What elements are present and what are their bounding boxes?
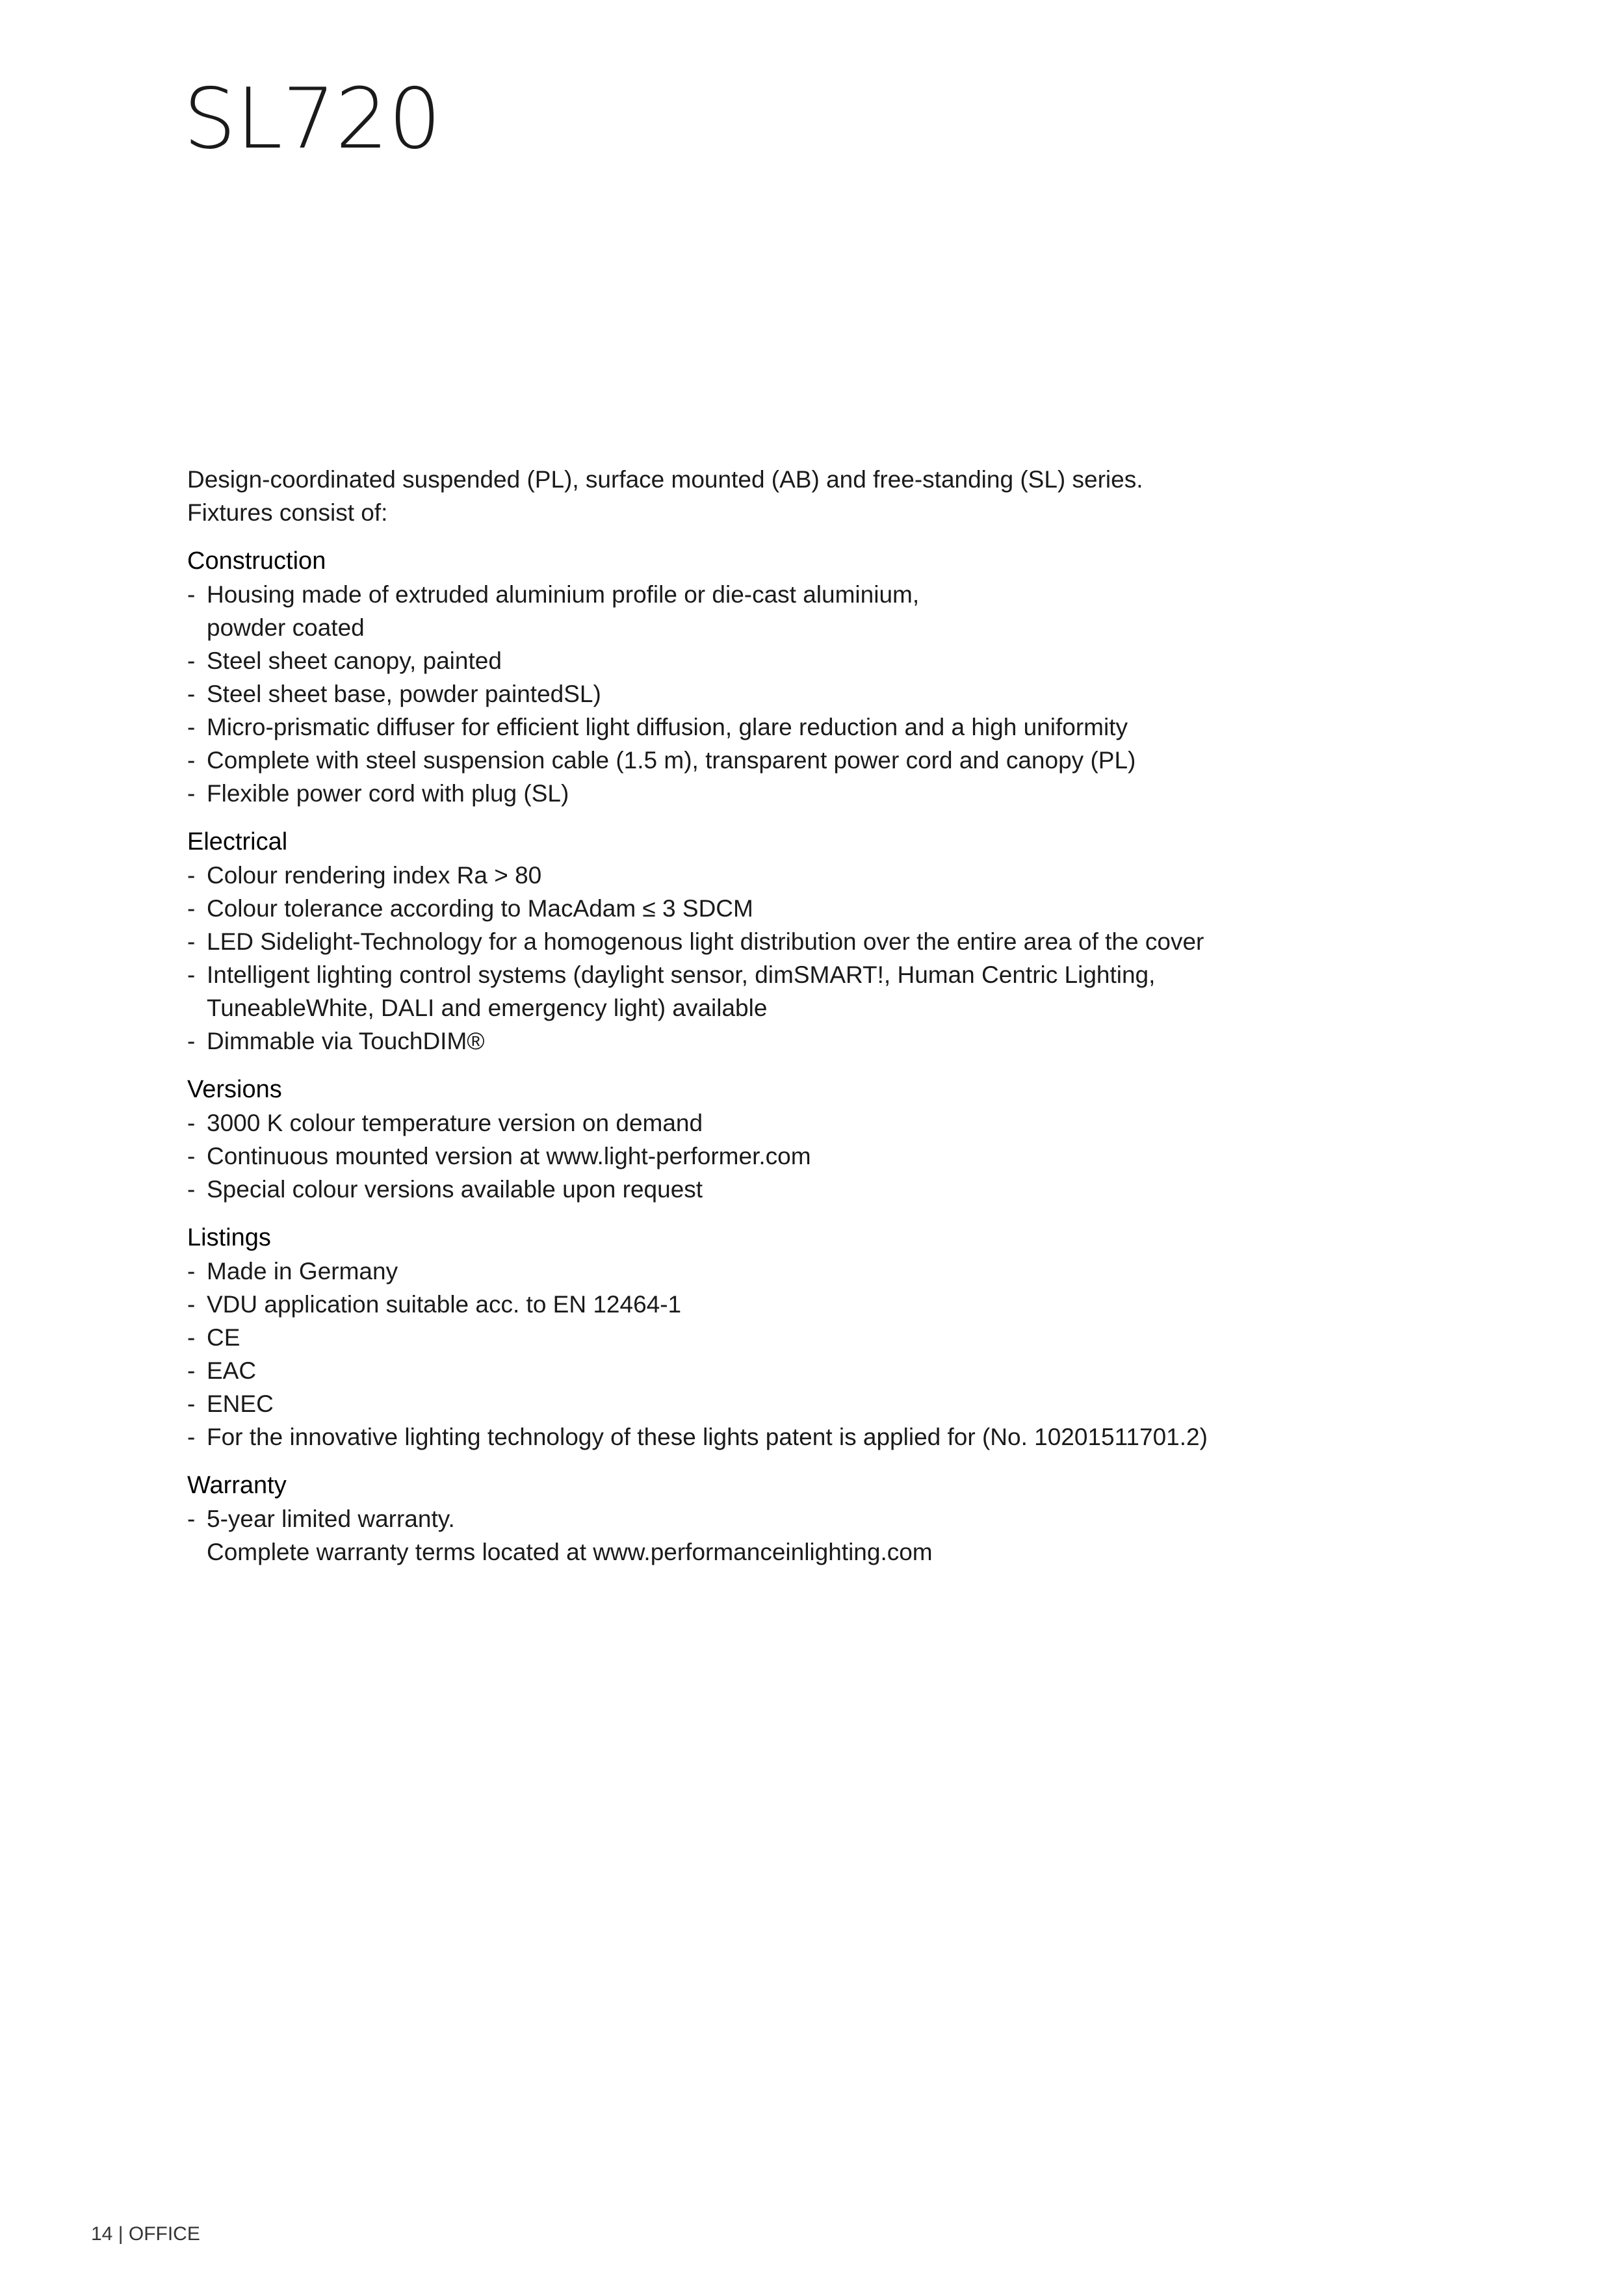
list-item-line: Dimmable via TouchDIM® [207, 1028, 485, 1054]
page-title: SL720 [183, 71, 441, 168]
list-item [187, 925, 1461, 958]
section-warranty [187, 1469, 1461, 1569]
list-item [187, 1502, 1461, 1569]
list-item-line: EAC [207, 1357, 257, 1384]
list-item [187, 711, 1461, 744]
section-heading: Warranty [187, 1472, 287, 1499]
intro [187, 463, 1461, 529]
list-item-text [207, 777, 1461, 810]
list-item-text [207, 578, 1461, 644]
bullet-dash: - [187, 1424, 196, 1450]
list-item-text [207, 1140, 1461, 1173]
list-item-text [207, 1106, 1461, 1140]
section-electrical [187, 826, 1461, 1058]
list-item-line: CE [207, 1324, 240, 1351]
list-item [187, 1354, 1461, 1387]
list-item [187, 578, 1461, 644]
list-item [187, 1288, 1461, 1321]
intro-line: Fixtures consist of: [187, 499, 388, 526]
bullet-dash: - [187, 714, 196, 740]
list-item-text [207, 1321, 1461, 1354]
list-item-text [207, 859, 1461, 892]
bullet-dash: - [187, 1357, 196, 1384]
list-item-line: Steel sheet canopy, painted [207, 647, 502, 674]
list-item-text [207, 892, 1461, 925]
list-item-text [207, 1420, 1461, 1454]
bullet-dash: - [187, 1506, 196, 1532]
list-item-line: Made in Germany [207, 1258, 398, 1285]
section-heading: Listings [187, 1224, 271, 1251]
bullet-dash: - [187, 1110, 196, 1136]
list-item-line: Flexible power cord with plug (SL) [207, 780, 569, 807]
list-item [187, 744, 1461, 777]
bullet-dash: - [187, 1324, 196, 1351]
list-item-text [207, 744, 1461, 777]
list-item-text [207, 1387, 1461, 1420]
bullet-dash: - [187, 1258, 196, 1285]
list-item-line: 3000 K colour temperature version on demand [207, 1110, 703, 1136]
section-heading: Electrical [187, 828, 288, 855]
list-item [187, 1106, 1461, 1140]
intro-line: Design-coordinated suspended (PL), surface mounted (AB) and free-standing (SL) series. [187, 466, 1143, 493]
bullet-dash: - [187, 581, 196, 608]
list-item [187, 1024, 1461, 1058]
bullet-dash: - [187, 1028, 196, 1054]
list-item-line: Steel sheet base, powder paintedSL) [207, 681, 601, 707]
bullet-dash: - [187, 1143, 196, 1169]
footer-separator: | [118, 2223, 123, 2245]
page-number: 14 [91, 2223, 113, 2245]
list-item-line: Micro-prismatic diffuser for efficient light diffusion, glare reduction and a high uniformity [207, 714, 1128, 740]
list-item-line: Colour tolerance according to MacAdam ≤ 3 SDCM [207, 895, 753, 922]
bullet-dash: - [187, 780, 196, 807]
list-item-line: Complete with steel suspension cable (1.5 m), transparent power cord and canopy (PL) [207, 747, 1136, 774]
section-construction [187, 545, 1461, 810]
list-item-text [207, 925, 1461, 958]
list-item-line: powder coated [207, 614, 365, 641]
list-item-line: Intelligent lighting control systems (daylight sensor, dimSMART!, Human Centric Lighting, [207, 961, 1156, 988]
bullet-dash: - [187, 961, 196, 988]
list-item-line: ENEC [207, 1390, 274, 1417]
list-item [187, 958, 1461, 1024]
list-item-text [207, 1024, 1461, 1058]
spec-content [187, 463, 1461, 1569]
list-item [187, 1420, 1461, 1454]
list-item [187, 1321, 1461, 1354]
list-item-text [207, 644, 1461, 677]
bullet-dash: - [187, 1291, 196, 1318]
list-item-line: Special colour versions available upon request [207, 1176, 703, 1203]
list-item-text [207, 958, 1461, 1024]
bullet-dash: - [187, 862, 196, 889]
bullet-dash: - [187, 647, 196, 674]
list-item-line: Continuous mounted version at www.light-performer.com [207, 1143, 811, 1169]
list-item-line: 5-year limited warranty. [207, 1506, 455, 1532]
section-versions [187, 1073, 1461, 1206]
list-item-text [207, 711, 1461, 744]
bullet-dash: - [187, 928, 196, 955]
list-item-text [207, 677, 1461, 711]
list-item-line: LED Sidelight-Technology for a homogenous light distribution over the entire area of the cover [207, 928, 1204, 955]
bullet-dash: - [187, 747, 196, 774]
bullet-dash: - [187, 681, 196, 707]
page-footer [91, 2223, 200, 2245]
bullet-dash: - [187, 1390, 196, 1417]
section-heading: Versions [187, 1076, 282, 1103]
list-item-text [207, 1255, 1461, 1288]
section-listings [187, 1221, 1461, 1454]
list-item-line: Colour rendering index Ra > 80 [207, 862, 542, 889]
bullet-dash: - [187, 895, 196, 922]
list-item [187, 892, 1461, 925]
list-item [187, 1255, 1461, 1288]
list-item-text [207, 1288, 1461, 1321]
list-item-text [207, 1502, 1461, 1569]
list-item-line: TuneableWhite, DALI and emergency light) available [207, 995, 768, 1021]
list-item-line: VDU application suitable acc. to EN 12464-1 [207, 1291, 682, 1318]
list-item [187, 677, 1461, 711]
list-item [187, 777, 1461, 810]
list-item-text [207, 1354, 1461, 1387]
list-item [187, 1140, 1461, 1173]
list-item-text [207, 1173, 1461, 1206]
list-item-line: Complete warranty terms located at www.performanceinlighting.com [207, 1539, 933, 1565]
bullet-dash: - [187, 1176, 196, 1203]
section-heading: Construction [187, 547, 326, 575]
list-item [187, 1173, 1461, 1206]
list-item [187, 644, 1461, 677]
footer-section: OFFICE [128, 2223, 200, 2245]
list-item [187, 1387, 1461, 1420]
list-item-line: For the innovative lighting technology of these lights patent is applied for (No. 10201511701.2) [207, 1424, 1208, 1450]
list-item [187, 859, 1461, 892]
list-item-line: Housing made of extruded aluminium profile or die-cast aluminium, [207, 581, 920, 608]
